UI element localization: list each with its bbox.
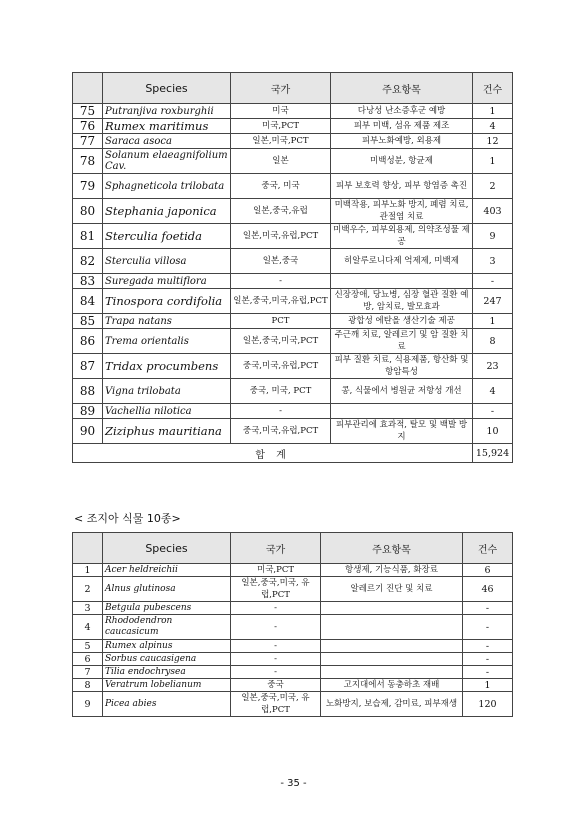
species-name: Sphagneticola trilobata [103, 174, 231, 199]
species-name: Sorbus caucasigena [103, 653, 231, 666]
items-cell: 피부 미백, 섬유 제품 제조 [331, 119, 473, 134]
items-cell: 고지대에서 동충하초 재배 [321, 679, 463, 692]
country-cell: 일본,중국,미국,PCT [231, 329, 331, 354]
table-row [73, 679, 513, 692]
table-row [73, 379, 513, 404]
table-row [73, 104, 513, 119]
row-number: 1 [73, 564, 103, 577]
species-name: Acer heldreichii [103, 564, 231, 577]
items-cell: 광합성 에탄올 생산기술 제공 [331, 314, 473, 329]
species-name: Rhododendron caucasicum [103, 615, 231, 640]
table-row [73, 602, 513, 615]
table-row [73, 224, 513, 249]
count-cell: 12 [473, 134, 513, 149]
table-row [73, 419, 513, 444]
count-cell: - [463, 653, 513, 666]
species-name: Sterculia villosa [103, 249, 231, 274]
table-row [73, 640, 513, 653]
species-name: Vigna trilobata [103, 379, 231, 404]
species-name: Trapa natans [103, 314, 231, 329]
table-body [73, 104, 513, 444]
species-name: Tridax procumbens [103, 354, 231, 379]
count-cell: - [463, 602, 513, 615]
total-label: 합 계 [73, 444, 473, 463]
count-cell: - [463, 666, 513, 679]
table-row [73, 692, 513, 717]
items-cell: 다낭성 난소증후군 예방 [331, 104, 473, 119]
georgia-plant-table [72, 532, 513, 717]
species-name: Stephania japonica [103, 199, 231, 224]
count-cell: - [473, 404, 513, 419]
items-cell [321, 602, 463, 615]
table-row [73, 199, 513, 224]
count-cell: - [463, 615, 513, 640]
row-number: 7 [73, 666, 103, 679]
row-number: 75 [73, 104, 103, 119]
row-number: 2 [73, 577, 103, 602]
row-number: 9 [73, 692, 103, 717]
count-cell: 2 [473, 174, 513, 199]
header-count: 건수 [463, 533, 513, 564]
row-number: 4 [73, 615, 103, 640]
items-cell: 항생제, 기능식품, 화장료 [321, 564, 463, 577]
count-cell: - [473, 274, 513, 289]
species-name: Rumex alpinus [103, 640, 231, 653]
table-row [73, 289, 513, 314]
count-cell: 4 [473, 119, 513, 134]
total-row [73, 444, 513, 463]
count-cell: 6 [463, 564, 513, 577]
country-cell: - [231, 653, 321, 666]
country-cell: - [231, 404, 331, 419]
country-cell: 중국, 미국 [231, 174, 331, 199]
row-number: 77 [73, 134, 103, 149]
count-cell: - [463, 640, 513, 653]
items-cell: 피부 질환 치료, 식용제품, 항산화 및 항암특성 [331, 354, 473, 379]
count-cell: 1 [473, 314, 513, 329]
count-cell: 120 [463, 692, 513, 717]
table-row [73, 249, 513, 274]
items-cell: 피부노화예방, 외용제 [331, 134, 473, 149]
species-name: Alnus glutinosa [103, 577, 231, 602]
table-row [73, 149, 513, 174]
page-number: - 35 - [280, 778, 307, 789]
row-number: 3 [73, 602, 103, 615]
count-cell: 9 [473, 224, 513, 249]
country-cell: - [231, 274, 331, 289]
items-cell: 피부 보호력 향상, 피부 항염증 촉진 [331, 174, 473, 199]
header-species: Species [103, 73, 231, 104]
species-name: Putranjiva roxburghii [103, 104, 231, 119]
header-country: 국가 [231, 73, 331, 104]
count-cell: 1 [463, 679, 513, 692]
table-row [73, 119, 513, 134]
species-name: Trema orientalis [103, 329, 231, 354]
header-species: Species [103, 533, 231, 564]
country-cell: 일본 [231, 149, 331, 174]
table-row [73, 564, 513, 577]
count-cell: 403 [473, 199, 513, 224]
table-row [73, 653, 513, 666]
count-cell: 23 [473, 354, 513, 379]
table-row [73, 134, 513, 149]
country-cell: PCT [231, 314, 331, 329]
row-number: 79 [73, 174, 103, 199]
items-cell: 노화방지, 보습제, 감미료, 피부재생 [321, 692, 463, 717]
plant-patent-table-1 [72, 72, 513, 463]
species-name: Solanum elaeagnifolium Cav. [103, 149, 231, 174]
species-name: Veratrum lobelianum [103, 679, 231, 692]
row-number: 89 [73, 404, 103, 419]
table-row [73, 274, 513, 289]
count-cell: 1 [473, 149, 513, 174]
count-cell: 3 [473, 249, 513, 274]
species-name: Suregada multiflora [103, 274, 231, 289]
table-row [73, 174, 513, 199]
count-cell: 1 [473, 104, 513, 119]
country-cell: 중국,미국,유럽,PCT [231, 419, 331, 444]
country-cell: - [231, 602, 321, 615]
items-cell: 신장장애, 당뇨병, 심장 혈관 질환 예방, 암치료, 발모효과 [331, 289, 473, 314]
count-cell: 46 [463, 577, 513, 602]
country-cell: 중국 [231, 679, 321, 692]
table-row [73, 577, 513, 602]
row-number: 87 [73, 354, 103, 379]
table-header-row [73, 533, 513, 564]
count-cell: 8 [473, 329, 513, 354]
species-name: Rumex maritimus [103, 119, 231, 134]
header-blank [73, 73, 103, 104]
country-cell: 일본,중국,유럽 [231, 199, 331, 224]
species-name: Ziziphus mauritiana [103, 419, 231, 444]
items-cell: 콩, 식물에서 병원균 저항성 개선 [331, 379, 473, 404]
header-blank [73, 533, 103, 564]
table-row [73, 666, 513, 679]
row-number: 88 [73, 379, 103, 404]
section-caption: < 조지아 식물 10종> [74, 512, 181, 525]
row-number: 86 [73, 329, 103, 354]
country-cell: - [231, 615, 321, 640]
row-number: 76 [73, 119, 103, 134]
table-body [73, 564, 513, 717]
country-cell: 일본,미국,유럽,PCT [231, 224, 331, 249]
species-name: Betgula pubescens [103, 602, 231, 615]
row-number: 81 [73, 224, 103, 249]
country-cell: 일본,중국,미국, 유럽,PCT [231, 577, 321, 602]
items-cell [331, 274, 473, 289]
table-row [73, 354, 513, 379]
country-cell: - [231, 666, 321, 679]
header-items: 주요항목 [331, 73, 473, 104]
row-number: 8 [73, 679, 103, 692]
country-cell: 일본,중국,미국, 유럽,PCT [231, 692, 321, 717]
country-cell: 일본,미국,PCT [231, 134, 331, 149]
row-number: 82 [73, 249, 103, 274]
species-name: Picea abies [103, 692, 231, 717]
count-cell: 4 [473, 379, 513, 404]
species-name: Vachellia nilotica [103, 404, 231, 419]
table-row [73, 329, 513, 354]
row-number: 5 [73, 640, 103, 653]
items-cell: 주근깨 치료, 알레르기 및 암 질환 치료 [331, 329, 473, 354]
table-row [73, 404, 513, 419]
items-cell [321, 653, 463, 666]
header-count: 건수 [473, 73, 513, 104]
table-header-row [73, 73, 513, 104]
row-number: 84 [73, 289, 103, 314]
country-cell: 미국 [231, 104, 331, 119]
items-cell [321, 640, 463, 653]
country-cell: 일본,중국,미국,유럽,PCT [231, 289, 331, 314]
country-cell: 미국,PCT [231, 564, 321, 577]
items-cell: 알레르기 진단 및 치료 [321, 577, 463, 602]
country-cell: 중국, 미국, PCT [231, 379, 331, 404]
row-number: 83 [73, 274, 103, 289]
country-cell: 일본,중국 [231, 249, 331, 274]
items-cell: 미백성분, 항균제 [331, 149, 473, 174]
species-name: Saraca asoca [103, 134, 231, 149]
country-cell: - [231, 640, 321, 653]
items-cell [331, 404, 473, 419]
items-cell: 미백우수, 피부외용제, 의약조성물 제공 [331, 224, 473, 249]
table-row [73, 615, 513, 640]
items-cell: 미백작용, 피부노화 방지, 폐렴 치료, 관절염 치료 [331, 199, 473, 224]
table-row [73, 314, 513, 329]
country-cell: 중국,미국,유럽,PCT [231, 354, 331, 379]
row-number: 6 [73, 653, 103, 666]
species-name: Tilia endochrysea [103, 666, 231, 679]
count-cell: 10 [473, 419, 513, 444]
items-cell [321, 615, 463, 640]
row-number: 90 [73, 419, 103, 444]
header-items: 주요항목 [321, 533, 463, 564]
header-country: 국가 [231, 533, 321, 564]
row-number: 80 [73, 199, 103, 224]
country-cell: 미국,PCT [231, 119, 331, 134]
count-cell: 247 [473, 289, 513, 314]
items-cell: 피부관리에 효과적, 탈모 및 백발 방지 [331, 419, 473, 444]
row-number: 78 [73, 149, 103, 174]
species-name: Tinospora cordifolia [103, 289, 231, 314]
items-cell: 히알루로니다제 억제제, 미백제 [331, 249, 473, 274]
species-name: Sterculia foetida [103, 224, 231, 249]
total-count: 15,924 [473, 444, 513, 463]
row-number: 85 [73, 314, 103, 329]
items-cell [321, 666, 463, 679]
